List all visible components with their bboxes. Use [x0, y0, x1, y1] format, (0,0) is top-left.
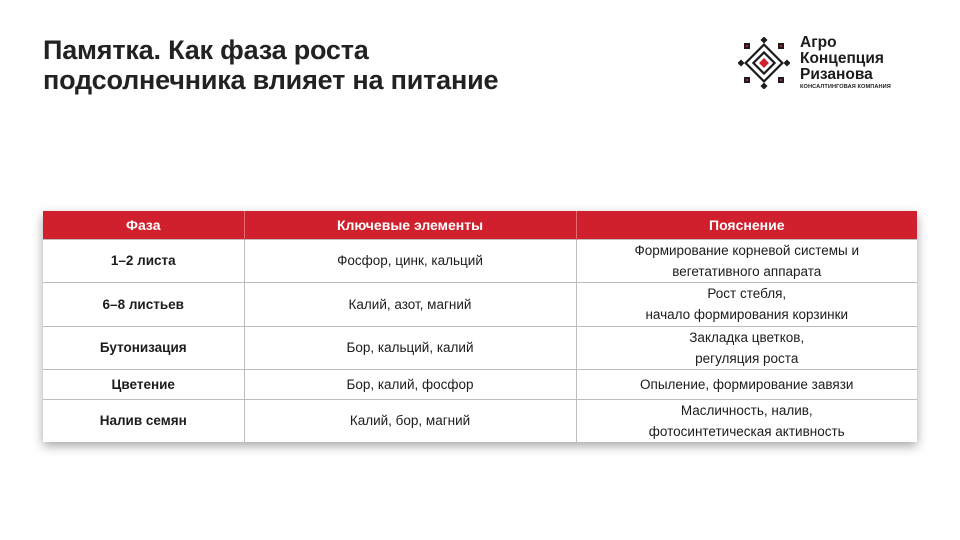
logo-line-1: Агро	[800, 34, 837, 51]
table-row	[43, 282, 917, 326]
phase-cell: Цветение	[43, 369, 244, 399]
ornament-logo-icon	[738, 37, 790, 89]
logo-text	[800, 35, 891, 91]
note-cell	[576, 282, 917, 326]
header-explanation: Пояснение	[576, 211, 917, 239]
note-line: фотосинтетическая активность	[648, 423, 845, 439]
note-line: Опыление, формирование завязи	[640, 376, 854, 392]
logo-line-3: Ризанова	[800, 66, 873, 83]
company-logo	[738, 35, 928, 95]
note-cell	[576, 326, 917, 369]
elements-cell: Бор, кальций, калий	[244, 326, 576, 369]
table-row	[43, 326, 917, 369]
logo-subtitle: КОНСАЛТИНГОВАЯ КОМПАНИЯ	[800, 84, 891, 90]
page-title-line-2: подсолнечника влияет на питание	[43, 65, 499, 95]
note-line: Рост стебля,	[707, 286, 787, 301]
table-row	[43, 239, 917, 282]
table-row	[43, 369, 917, 399]
note-line: Формирование корневой системы и	[634, 242, 860, 258]
page-title-line-1: Памятка. Как фаза роста	[43, 35, 369, 65]
elements-cell: Фосфор, цинк, кальций	[244, 239, 576, 282]
note-cell	[576, 399, 917, 442]
page-title	[43, 35, 498, 95]
note-line: Масличность, налив,	[680, 402, 813, 418]
logo-line-2: Концепция	[800, 50, 884, 67]
phase-cell: 1–2 листа	[43, 239, 244, 282]
elements-cell: Калий, бор, магний	[244, 399, 576, 442]
note-line: регуляция роста	[695, 350, 799, 366]
header-key-elements: Ключевые элементы	[244, 211, 576, 239]
nutrition-table	[43, 211, 917, 442]
table-header-row	[43, 211, 917, 239]
note-cell	[576, 369, 917, 399]
note-line: Закладка цветков,	[689, 329, 805, 345]
note-line: вегетативного аппарата	[672, 263, 822, 279]
header-phase: Фаза	[43, 211, 244, 239]
note-line: начало формирования корзинки	[645, 307, 849, 322]
table-row	[43, 399, 917, 442]
note-cell	[576, 239, 917, 282]
elements-cell: Калий, азот, магний	[244, 282, 576, 326]
phase-cell: 6–8 листьев	[43, 282, 244, 326]
phase-cell: Бутонизация	[43, 326, 244, 369]
elements-cell: Бор, калий, фосфор	[244, 369, 576, 399]
phase-cell: Налив семян	[43, 399, 244, 442]
